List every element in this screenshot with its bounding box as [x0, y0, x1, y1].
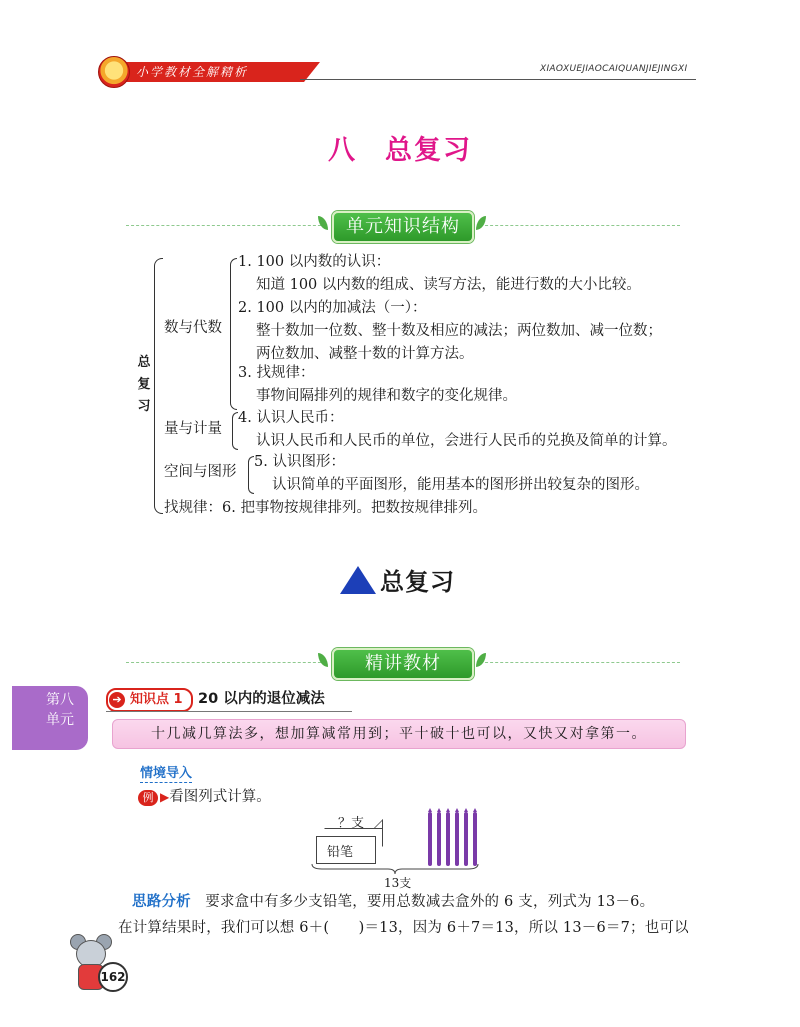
- item-2-detail-cont: 两位数加、减整十数的计算方法。: [256, 346, 474, 362]
- pencil: [455, 812, 459, 866]
- group-space: 空间与图形: [164, 464, 237, 480]
- pencil-box: [316, 836, 376, 864]
- chapter-number: 八: [328, 135, 357, 166]
- item-5-heading: 5. 认识图形：: [254, 454, 345, 470]
- banner-rule-right: [480, 662, 680, 664]
- leaf-icon: [318, 653, 328, 667]
- chapter-title: [0, 128, 800, 167]
- pencil: [437, 812, 441, 866]
- structure-root-text: 总复习: [137, 355, 151, 414]
- pencil: [428, 812, 432, 866]
- intro-label: 情境导入: [140, 762, 192, 783]
- item-2-detail: 整十数加一位数、整十数及相应的减法；两位数加、减一位数；: [256, 323, 662, 339]
- item-6-text: 6. 把事物按规律排列。把数按规律排列。: [222, 500, 487, 516]
- group-measure: 量与计量: [164, 421, 222, 437]
- item-3-detail: 事物间隔排列的规律和数字的变化规律。: [256, 388, 517, 404]
- section-banner-structure: 单元知识结构: [332, 211, 474, 243]
- knowledge-point-underline: [106, 711, 352, 712]
- page-number: 162: [98, 962, 128, 992]
- triangle-icon: [340, 566, 376, 594]
- item-4-detail: 认识人民币和人民币的单位，会进行人民币的兑换及简单的计算。: [256, 433, 677, 449]
- example-text: [160, 787, 271, 807]
- figure-question: ？支: [338, 816, 365, 831]
- example-instruction: 看图列式计算。: [169, 789, 271, 805]
- group-pattern: [164, 498, 487, 518]
- pencil: [446, 812, 450, 866]
- structure-root-label: [136, 352, 152, 418]
- item-1-heading: 1. 100 以内数的认识：: [238, 254, 391, 270]
- analysis-label: 思路分析: [132, 894, 191, 910]
- side-tab-line-1: 第八: [46, 692, 74, 708]
- review-title: 总复习: [380, 568, 455, 596]
- item-5-detail: 认识简单的平面图形，能用基本的图形拼出较复杂的图形。: [272, 477, 649, 493]
- banner-rule-left: [126, 662, 326, 664]
- chapter-name: 总复习: [385, 135, 472, 166]
- header-rule: [300, 79, 696, 80]
- series-title: 小学教材全解精析: [136, 65, 249, 79]
- unit-side-tab: [12, 686, 88, 750]
- series-logo-icon: [98, 56, 130, 88]
- analysis-line-1: [132, 889, 654, 915]
- item-3-heading: 3. 找规律：: [238, 365, 315, 381]
- analysis-line-2: 在计算结果时，我们可以想 6＋( )＝13，因为 6＋7＝13，所以 13－6＝7；也可以: [118, 920, 689, 936]
- group-pattern-label: 找规律：: [164, 500, 222, 516]
- arrow-right-icon: ➔: [109, 692, 125, 708]
- knowledge-point-badge: 知识点 1: [106, 688, 193, 712]
- analysis-text-1: 要求盒中有多少支铅笔，要用总数减去盒外的 6 支，列式为 13－6。: [205, 894, 655, 910]
- banner-rule-left: [126, 225, 326, 227]
- pencil: [464, 812, 468, 866]
- side-tab-line-2: 单元: [46, 712, 74, 728]
- algebra-brace: [230, 258, 237, 410]
- item-2-heading: 2. 100 以内的加减法（一）：: [238, 300, 427, 316]
- leaf-icon: [476, 653, 486, 667]
- root-brace: [154, 258, 163, 514]
- pencil-box-label: 铅笔: [327, 845, 354, 860]
- series-title-pinyin: XIAOXUEJIAOCAIQUANJIEJINGXI: [540, 64, 688, 74]
- leaf-icon: [318, 216, 328, 230]
- figure-total: 13支: [384, 876, 412, 890]
- rhyme-box: 十几减几算法多，想加算减常用到；平十破十也可以，又快又对拿第一。: [112, 719, 686, 749]
- knowledge-point-title: 20 以内的退位减法: [198, 691, 325, 707]
- group-algebra: 数与代数: [164, 320, 222, 336]
- item-4-heading: 4. 认识人民币：: [238, 410, 344, 426]
- item-1-detail: 知道 100 以内数的组成、读写方法，能进行数的大小比较。: [256, 277, 641, 293]
- section-banner-lesson: 精讲教材: [332, 648, 474, 680]
- pencil: [473, 812, 477, 866]
- banner-rule-right: [480, 225, 680, 227]
- example-badge: 例: [138, 790, 158, 806]
- play-arrow-icon: ▶: [160, 790, 170, 804]
- leaf-icon: [476, 216, 486, 230]
